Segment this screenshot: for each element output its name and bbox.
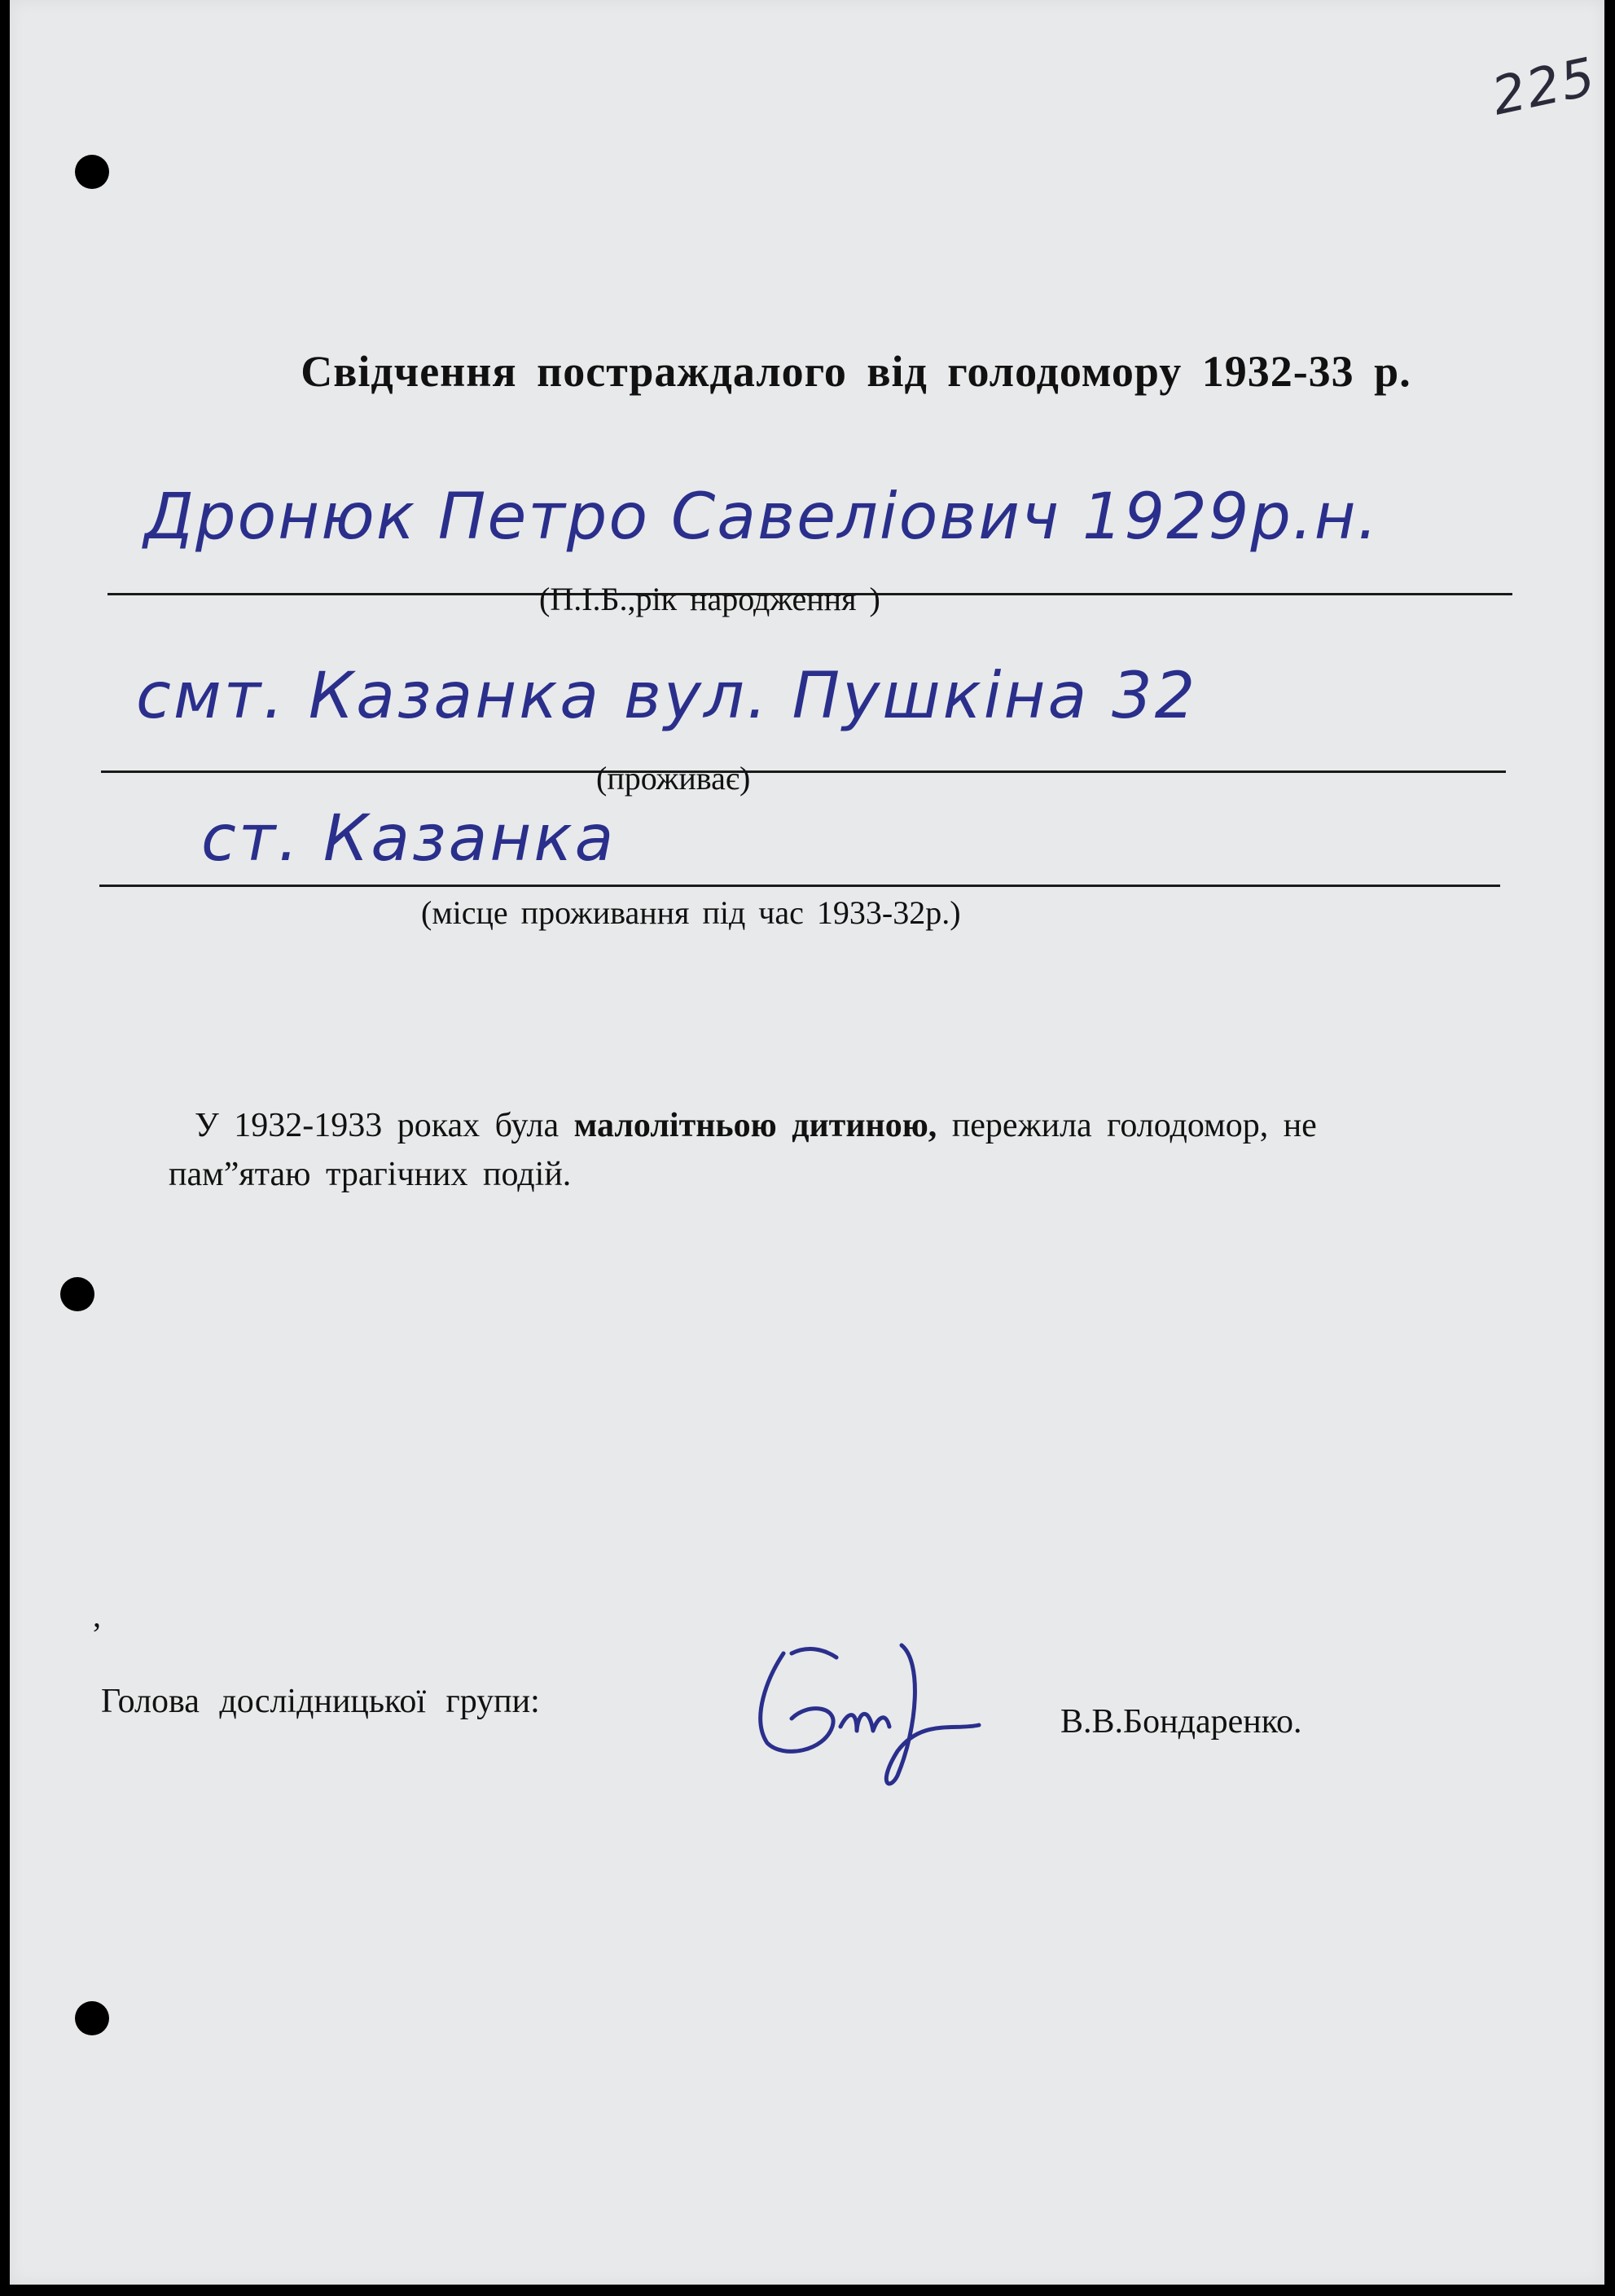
testimony-text-end: пережила голодомор, не пам”ятаю трагічних подій. [169,1107,1317,1193]
residence-caption: (проживає) [596,760,751,797]
handwritten-famine-residence-value: ст. Казанка [201,802,617,876]
punch-hole-top [75,155,109,189]
famine-residence-caption: (місце проживання під час 1933-32р.) [421,894,961,931]
famine-residence-underline [99,885,1500,887]
document-sheet [10,0,1604,2285]
handwritten-page-number: 225 [1486,46,1602,128]
group-head-label: Голова дослідницької групи: [101,1683,540,1720]
testimony-paragraph [169,1101,1423,1199]
signer-name: В.В.Бондаренко. [1060,1703,1302,1741]
testimony-text-start: У 1932-1933 роках була [195,1107,574,1144]
handwritten-name-value: Дронюк Петро Савеліович 1929р.н. [144,481,1380,554]
document-title: Свідчення постраждалого від голодомору 1932-33 р. [301,347,1411,396]
punch-hole-bottom [75,2001,109,2035]
handwritten-residence-value: смт. Казанка вул. Пушкіна 32 [136,660,1198,733]
name-caption: (П.І.Б.,рік народження ) [539,581,880,617]
stray-comma: , [93,1597,101,1634]
testimony-emphasis: малолітньою дитиною, [573,1107,937,1144]
punch-hole-middle [60,1277,94,1311]
residence-underline [101,770,1506,773]
signature-image [735,1629,995,1792]
